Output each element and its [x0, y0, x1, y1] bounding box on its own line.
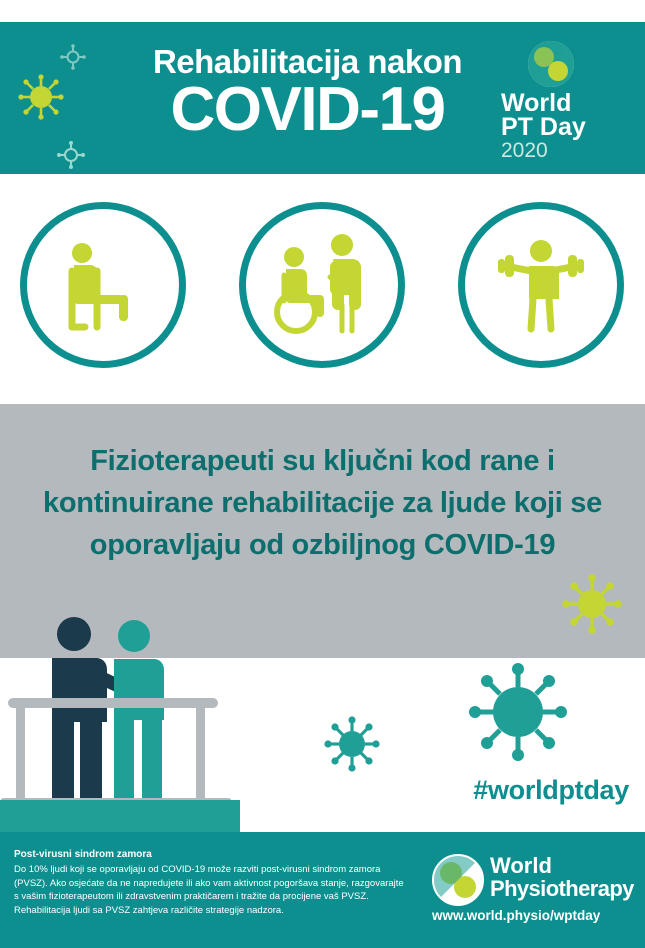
world-physiotherapy-logo-icon: [432, 854, 484, 906]
brand-line1: World: [490, 853, 552, 878]
icon-circle-wheelchair-assist: [239, 202, 405, 368]
brand-url[interactable]: www.world.physio/wptday: [432, 908, 601, 923]
world-pt-day-line2: PT Day: [501, 113, 586, 141]
footer-note-title: Post-virusni sindrom zamora: [14, 849, 152, 860]
virus-icon-lime-right: [560, 572, 624, 636]
world-pt-day-year: 2020: [501, 139, 548, 162]
icon-circle-seated-patient: [20, 202, 186, 368]
icon-circle-dumbbell-exercise: [458, 202, 624, 368]
brand-line2: Physiotherapy: [490, 876, 634, 901]
footer-bar: [0, 832, 645, 948]
world-pt-day-line1: World: [501, 89, 572, 117]
virus-icon-large: [466, 660, 570, 764]
footer-note-body: Do 10% ljudi koji se oporavljaju od COVID-19 može razviti post-virusni sindrom zamora (PVSZ). Ako osjećate da ne napredujete ili ako vam aktivnost pogoršava stanje, razgovarajte s vašim fizioterapeutom ili zdravstvenim praktičarem i tražite da procijene vaš PVSZ. Rehabilitacija ljudi sa PVSZ zahtjeva različite strategije nadzora.: [14, 864, 404, 916]
header-line1: Rehabilitacija nakon: [152, 43, 463, 80]
footer-note: [14, 848, 404, 917]
virus-icon-small: [60, 44, 86, 70]
parallel-bars-rehab-illustration: [0, 602, 250, 832]
virus-icon-lime: [18, 74, 64, 120]
dumbbell-exercise-icon: [465, 209, 617, 361]
wheelchair-assist-icon: [246, 209, 398, 361]
hashtag: #worldptday: [473, 775, 629, 805]
header-title-wrap: [100, 44, 515, 142]
world-pt-day-circle-icon: [527, 40, 575, 88]
seated-patient-icon: [27, 209, 179, 361]
virus-icon-outline: [56, 140, 86, 170]
world-pt-day-logo: [501, 40, 619, 168]
statement-text: Fizioterapeuti su ključni kod rane i kontinuirane rehabilitacije za ljude koji se oporavljaju od ozbiljnog COVID-19: [43, 445, 602, 561]
header-line2: COVID-19: [170, 75, 445, 144]
world-physiotherapy-brand: [432, 850, 637, 930]
icon-row: [0, 196, 645, 376]
header-banner: [0, 22, 645, 174]
virus-icon-mid: [322, 714, 382, 774]
